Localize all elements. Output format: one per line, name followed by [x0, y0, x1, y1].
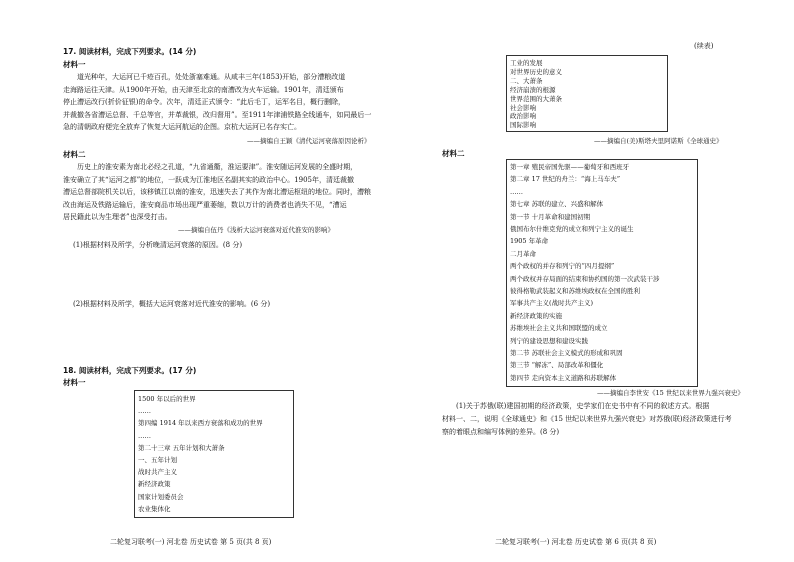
- box-line: 二、大萧条: [510, 76, 543, 85]
- exam-page-6: [397, 0, 794, 562]
- box-line: ……: [138, 407, 151, 416]
- box-line: 一、五年计划: [138, 456, 177, 464]
- continued-table-source: ——摘编自(美)斯塔夫里阿诺斯《全球通史》: [594, 137, 723, 145]
- text-line: 急的清朝政府便完全放弃了恢复大运河航运的企图。京杭大运河已名存实亡。: [63, 123, 301, 131]
- continued-label: (续表): [694, 42, 714, 50]
- text-line: 居民籍此以为生理者”也深受打击。: [63, 213, 172, 221]
- text-line: 历史上的淮安素为南北必经之孔道，“九省通衢，淮运要津”。淮安随运河发展的全盛时期，: [77, 163, 358, 171]
- text-line: 材料一、二，说明《全球通史》和《15 世纪以来世界九强兴衰史》对苏俄(联)经济政策进行考: [442, 415, 732, 423]
- continued-table-box: [506, 55, 668, 132]
- text-line: 改由海运及铁路运输后，淮安商品市场出现严重萎缩，数以万计的消费者也消失不见，“漕运: [63, 200, 347, 209]
- box-line: ……: [138, 431, 151, 440]
- text-line: 走海路运往天津。从1900年开始，由天津至北京的南漕改为火车运输。1901年，清廷颁布: [63, 85, 344, 94]
- box-line: 苏维埃社会主义共和国联盟的成立: [510, 324, 608, 333]
- box-line: 俄国布尔什维克党的成立和列宁主义的诞生: [510, 225, 634, 233]
- box-line: 第三节 “解冻”、局部改革和僵化: [510, 361, 604, 370]
- question-17-part-1: (1)根据材料及所学，分析晚清运河衰落的原因。(8 分): [73, 241, 243, 249]
- box-line: 二月革命: [510, 249, 536, 258]
- text-line: (1)关于苏俄(联)建国初期的经济政策，史学家们在史书中有不同的叙述方式。根据: [456, 402, 710, 410]
- box-line: 第二章 17 世纪的舟兰：“海上马车夫”: [510, 175, 621, 184]
- box-line: 两个政权并存局面的结束和协约国的第一次武装干涉: [510, 274, 660, 283]
- box-line: 国家计划委员会: [138, 492, 184, 501]
- box-line: 新经济政策的实施: [510, 311, 562, 320]
- box-line: 战时共产主义: [138, 468, 177, 477]
- text-line: 并裁撤各省漕运总督、千总等官，并革裁银，改归督用”。至1911年津浦铁路全线通车，如同最后一: [63, 110, 372, 119]
- question-18-title: 18. 阅读材料，完成下列要求。(17 分): [63, 366, 197, 375]
- text-line: 道光种年，大运河已千疮百孔，处处浙塞难通。从咸丰三年(1853)开始，部分漕粮改道: [77, 73, 346, 81]
- material-1-source: ——摘编自王颖《清代运河衰落原因论析》: [247, 137, 371, 145]
- text-line: 停止漕运改行(折价征银)的命令。次年，清廷正式颁令：“此后毛丁，运军名目，概行删除，: [63, 98, 346, 106]
- box-line: 两个政权的并存和列宁的“四月提纲”: [510, 262, 615, 271]
- material-2-label: 材料二: [63, 150, 86, 159]
- text-line: 漕运总督部院机关以后，该移镇江以南的淮安，迅速失去了其作为南北漕运枢纽的地位。同时，漕粮: [63, 188, 371, 196]
- material-1-label: 材料一: [63, 60, 86, 69]
- box-line: 第七章 苏联的建立、兴盛和解体: [510, 200, 604, 209]
- box-line: 第二十三章 五年计划和大萧条: [138, 443, 225, 452]
- page-footer: 二轮复习联考(一) 河北卷 历史试卷 第 6 页(共 8 页): [495, 538, 657, 546]
- box-line: 世界范围的大萧条: [510, 94, 562, 103]
- q18-material-1-box: [134, 390, 294, 518]
- box-line: 新经济政策: [138, 480, 171, 489]
- question-17-title: 17. 阅读材料，完成下列要求。(14 分): [63, 47, 197, 56]
- box-line: ……: [510, 187, 523, 196]
- text-line: 察的着眼点和编写体例的差异。(8 分): [442, 428, 560, 436]
- box-line: 农业集体化: [138, 504, 171, 513]
- material-2-source: ——摘编自伍丹《浅析大运河衰落对近代淮安的影响》: [178, 226, 334, 234]
- box-line: 第四节 走向资本主义道路和苏联解体: [510, 373, 617, 382]
- material-2-source: ——摘编自李世安《15 世纪以来世界九强兴衰史》: [597, 389, 744, 397]
- question-17-part-2: (2)根据材料及所学，概括大运河衰落对近代淮安的影响。(6 分): [73, 300, 271, 308]
- box-line: 经济崩溃的根源: [510, 85, 556, 94]
- q18-material-1-label: 材料一: [63, 378, 86, 387]
- right-material-2-label: 材料二: [442, 149, 465, 158]
- box-line: 军事共产主义(战时共产主义): [510, 299, 594, 308]
- material-2-contents-box: [506, 159, 698, 387]
- box-line: 第二节 苏联社会主义模式的形成和巩固: [510, 349, 623, 357]
- box-line: 第一章 殖民帝国先驱——葡萄牙和西班牙: [510, 163, 630, 171]
- box-line: 彼得格勒武装起义和苏维埃政权在全国的胜利: [510, 287, 640, 295]
- text-line: 淮安确立了其“运河之都”的地位，一跃成为江淮地区名副其实的政治中心。1905年，清廷裁撤: [63, 175, 354, 184]
- box-line: 1905 年革命: [510, 237, 549, 246]
- box-line: 对世界历史的意义: [510, 67, 562, 76]
- page-footer: 二轮复习联考(一) 河北卷 历史试卷 第 5 页(共 8 页): [110, 538, 272, 546]
- box-line: 社会影响: [510, 103, 536, 112]
- box-line: 1500 年以后的世界: [138, 395, 196, 403]
- box-line: 第一节 十月革命和建国初期: [510, 212, 591, 221]
- box-line: 国际影响: [510, 121, 536, 130]
- box-line: 第四编 1914 年以来西方衰落和成功的世界: [138, 419, 263, 428]
- box-line: 政治影响: [510, 112, 536, 121]
- box-line: 列宁的建设思想和建设实践: [510, 336, 588, 345]
- box-line: 工业的发展: [510, 59, 543, 67]
